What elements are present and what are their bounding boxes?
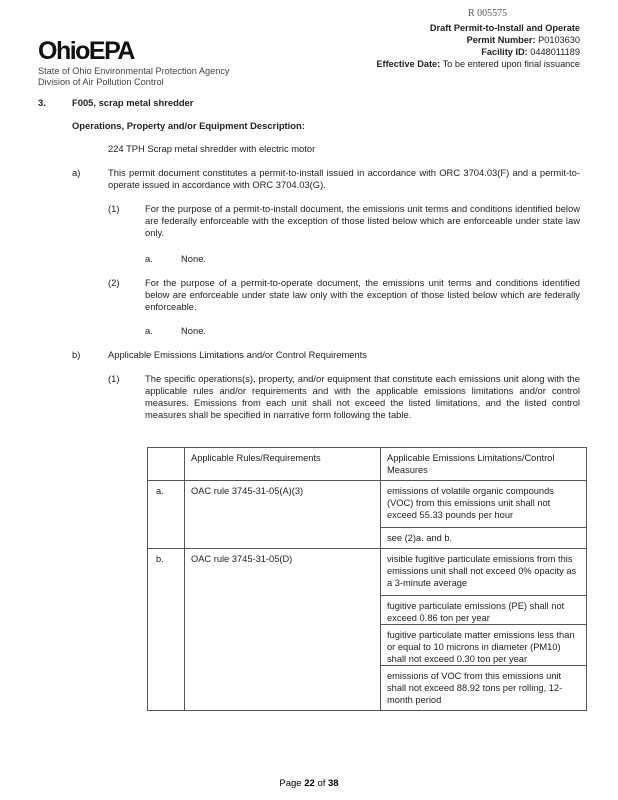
limit-text: visible fugitive particulate emissions from this emissions unit shall not exceed 0% opacity as a 3-minute average (387, 554, 577, 588)
item-b-text: Applicable Emissions Limitations and/or Control Requirements (108, 349, 367, 360)
ops-description: 224 TPH Scrap metal shredder with electric motor (108, 143, 316, 154)
row-limits (381, 481, 587, 549)
item-a1-label: (1) (108, 203, 120, 214)
item-b1-text: The specific operations(s), property, and/or equipment that constitute each emissions unit along with the applicable rules and/or requirements and with the applicable emissions limitations and/or control measures. Emissions from each unit shall not exceed the listed limitations, and the listed control measures shall be specified in narrative form following the table. (145, 373, 580, 420)
section-title: F005, scrap metal shredder (72, 97, 194, 108)
facility-id: 0448011189 (530, 47, 580, 57)
permit-title: Draft Permit-to-Install and Operate (429, 23, 580, 33)
ops-heading: Operations, Property and/or Equipment Description: (72, 120, 305, 131)
agency-line-2: Division of Air Pollution Control (38, 77, 164, 87)
limit-text: see (2)a. and b. (381, 527, 586, 544)
item-b1-label: (1) (108, 373, 120, 384)
row-label: b. (148, 549, 185, 711)
effective-date: To be entered upon final issuance (442, 59, 580, 69)
table-row (148, 481, 587, 549)
permit-number: P0103630 (538, 35, 580, 45)
page-footer (0, 778, 618, 789)
page-total: 38 (328, 778, 339, 789)
table-header-row (148, 448, 587, 481)
page-of: of (314, 778, 329, 789)
permit-number-label: Permit Number: (466, 35, 536, 45)
svg-text:OhioEPA: OhioEPA (38, 37, 134, 63)
ohio-epa-logo (38, 37, 150, 63)
header-limits: Applicable Emissions Limitations/Control Measures (381, 448, 587, 481)
item-b-label: b) (72, 349, 81, 360)
row-rule: OAC rule 3745-31-05(A)(3) (185, 481, 381, 549)
agency-name (38, 66, 230, 88)
limit-text: fugitive particulate emissions (PE) shall not exceed 0.86 ton per year (381, 595, 586, 624)
page-number: 22 (304, 778, 315, 789)
item-a-label: a) (72, 167, 81, 178)
row-rule: OAC rule 3745-31-05(D) (185, 549, 381, 711)
effective-date-label: Effective Date: (376, 59, 441, 69)
agency-line-1: State of Ohio Environmental Protection Agency (38, 66, 230, 76)
item-a2-text: For the purpose of a permit-to-operate document, the emissions unit terms and conditions identified below are enforceable under state law only with the exception of those listed below which are federally enforceable. (145, 277, 580, 312)
item-a-text: This permit document constitutes a permit-to-install issued in accordance with ORC 3704.03(F) and a permit-to-operate issued in accordance with ORC 3704.03(G). (108, 167, 580, 190)
table-row (148, 549, 587, 711)
limit-text: fugitive particulate matter emissions less than or equal to 10 microns in diameter (PM10) shall not exceed 0.30 ton per year (381, 624, 586, 665)
bates-stamp: R 005575 (468, 8, 508, 19)
item-a1-text: For the purpose of a permit-to-install document, the emissions unit terms and conditions identified below are federally enforceable with the exception of those listed below which are enforceable under state law only. (145, 203, 580, 238)
table-cell (148, 448, 185, 481)
limit-text: emissions of volatile organic compounds (VOC) from this emissions unit shall not exceed 55.33 pounds per hour (387, 486, 554, 520)
row-label: a. (148, 481, 185, 549)
row-limits (381, 549, 587, 711)
facility-id-label: Facility ID: (481, 47, 528, 57)
item-a2-sub-text: None. (181, 325, 207, 336)
item-a1-sub-text: None. (181, 253, 207, 264)
item-a2-label: (2) (108, 277, 120, 288)
limit-text: emissions of VOC from this emissions unit shall not exceed 88.92 tons per rolling, 12-month period (381, 665, 586, 706)
section-number: 3. (38, 97, 46, 108)
permit-header (376, 22, 580, 70)
item-a2-sub-label: a. (145, 325, 153, 336)
emissions-table (147, 447, 587, 711)
header-rules: Applicable Rules/Requirements (185, 448, 381, 481)
item-a1-sub-label: a. (145, 253, 153, 264)
page-prefix: Page (279, 778, 305, 789)
